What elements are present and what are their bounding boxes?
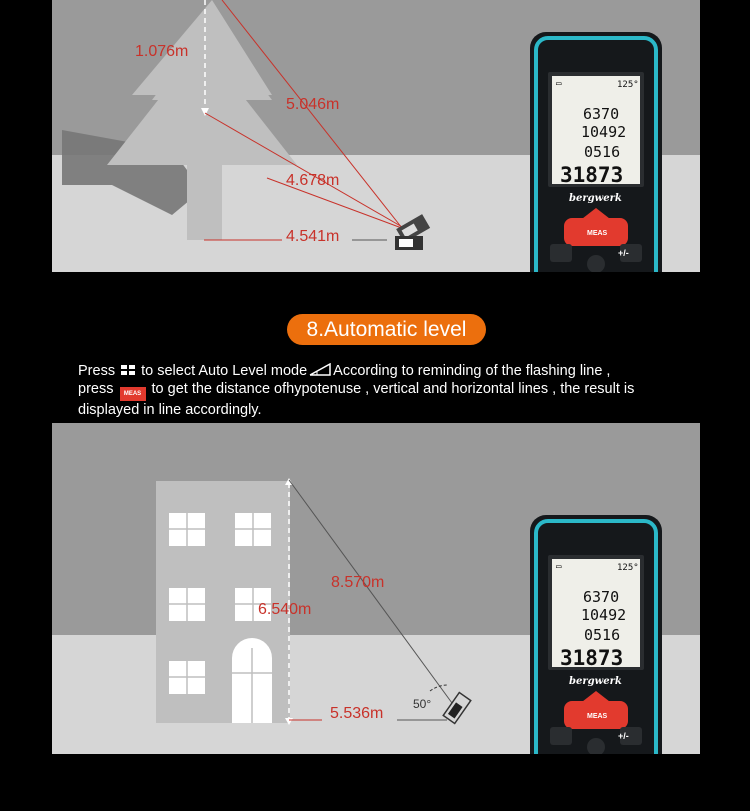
lcd-row-2: 10492 bbox=[581, 123, 627, 141]
laser-meter-device bbox=[530, 515, 662, 754]
building-measurement-illustration bbox=[52, 423, 700, 754]
lcd-main-readout: 31873 bbox=[560, 646, 624, 670]
auto-level-icon bbox=[309, 363, 331, 376]
measurement-label-vertical: 6.540m bbox=[258, 601, 312, 618]
desc-press-2: press bbox=[78, 381, 114, 397]
measurement-label-height: 1.076m bbox=[135, 43, 189, 60]
meas-button-label: MEAS bbox=[587, 230, 608, 237]
meas-button-icon: MEAS bbox=[120, 387, 146, 401]
plusminus-label: +/- bbox=[618, 731, 629, 741]
laser-meter-device bbox=[530, 32, 662, 272]
desc-line1-c: According to reminding of the flashing line , bbox=[333, 363, 611, 379]
lcd-row-1: 6370 bbox=[583, 105, 620, 123]
plusminus-label: +/- bbox=[618, 248, 629, 258]
battery-icon: ▭ bbox=[556, 79, 562, 89]
section-heading: 8.Automatic level bbox=[287, 314, 486, 345]
desc-line3: displayed in line accordingly. bbox=[78, 402, 262, 418]
lcd-main-readout: 31873 bbox=[560, 163, 624, 187]
lcd-row-1: 6370 bbox=[583, 588, 620, 606]
desc-press-1: Press bbox=[78, 363, 116, 379]
measurement-label-hypotenuse: 8.570m bbox=[331, 574, 385, 591]
lcd-row-3: 0516 bbox=[584, 626, 621, 644]
lcd-row-2: 10492 bbox=[581, 606, 627, 624]
brand-logo: bergwerk bbox=[569, 676, 622, 687]
measurement-label-base: 4.541m bbox=[286, 228, 340, 245]
meas-button-label: MEAS bbox=[587, 713, 608, 720]
angle-label: 50° bbox=[413, 697, 432, 711]
lcd-row-3: 0516 bbox=[584, 143, 621, 161]
brand-logo: bergwerk bbox=[569, 193, 622, 204]
desc-line1-b: to select Auto Level mode bbox=[141, 363, 308, 379]
measurement-label-horizontal: 5.536m bbox=[330, 705, 384, 722]
select-mode-icon bbox=[121, 365, 135, 376]
desc-line2-b: to get the distance ofhypotenuse , vertical and horizontal lines , the result is bbox=[151, 381, 635, 397]
measurement-label-mid: 4.678m bbox=[286, 172, 340, 189]
measurement-label-top: 5.046m bbox=[286, 96, 340, 113]
angle-readout: 125° bbox=[617, 563, 639, 573]
tree-measurement-illustration bbox=[52, 0, 700, 272]
angle-readout: 125° bbox=[617, 80, 639, 90]
battery-icon: ▭ bbox=[556, 562, 562, 572]
section-description bbox=[78, 362, 718, 419]
